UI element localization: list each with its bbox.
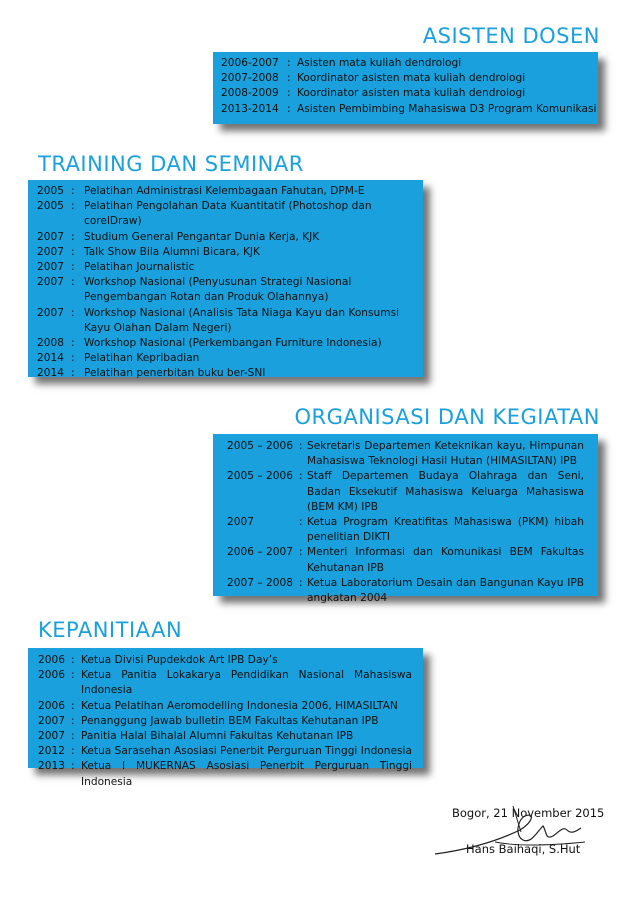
separator: : [71, 306, 75, 319]
separator: : [299, 546, 303, 559]
training-row [37, 230, 423, 245]
training-row [37, 336, 423, 351]
separator: : [71, 367, 75, 380]
asisten-dosen-box [213, 52, 598, 124]
separator: : [71, 714, 75, 727]
entry-text: Workshop Nasional (Analisis Tata Niaga Kayu dan Konsumsi Kayu Olahan Dalam Negeri) [84, 306, 400, 334]
entry-text: Ketua Panitia Lokakarya Pendidikan Nasional Mahasiswa Indonesia [81, 669, 412, 697]
signatory-name: Hans Baihaqi, S.Hut [466, 842, 581, 856]
separator: : [71, 200, 75, 213]
year-label: 2006 – 2007 [227, 546, 293, 559]
entry-text: Pelatihan Kepribadian [84, 352, 200, 365]
entry-text: Ketua I MUKERNAS Asosiasi Penerbit Perguruan Tinggi Indonesia [81, 760, 412, 788]
entry-text: Pelatihan Administrasi Kelembagaan Fahutan, DPM-E [84, 185, 365, 197]
training-row [37, 366, 423, 381]
year-label: 2007 [37, 261, 64, 274]
kepanitiaan-row [38, 744, 412, 759]
entry-text: Workshop Nasional (Penyusunan Strategi Nasional Pengembangan Rotan dan Produk Olahannya) [84, 276, 352, 304]
year-label: 2005 [37, 200, 64, 213]
training-row [37, 199, 423, 229]
year-label: 2014 [37, 367, 64, 380]
asisten-dosen-list [221, 56, 598, 117]
kepanitiaan-list [38, 653, 412, 790]
year-label: 2006 [38, 654, 65, 666]
separator: : [71, 654, 75, 666]
separator: : [71, 352, 75, 365]
year-label: 2007-2008 [221, 72, 279, 85]
separator: : [299, 470, 303, 483]
year-label: 2007 – 2008 [227, 576, 293, 589]
asisten_dosen-row [221, 102, 598, 117]
kepanitiaan-row [38, 714, 412, 729]
organisasi-row [227, 439, 584, 469]
year-label: 2006-2007 [221, 57, 279, 69]
entry-text: Asisten mata kuliah dendrologi [297, 57, 462, 69]
separator: : [71, 245, 75, 258]
separator: : [71, 337, 75, 350]
entry-text: Ketua Program Kreatifitas Mahasiswa (PKM) hibah penelitian DIKTI [307, 516, 584, 544]
year-label: 2005 – 2006 [227, 470, 293, 483]
training-row [37, 184, 423, 199]
kepanitiaan-row [38, 729, 412, 744]
year-label: 2006 [38, 669, 65, 682]
kepanitiaan-row [38, 668, 412, 698]
organisasi-heading: ORGANISASI DAN KEGIATAN [294, 405, 600, 429]
entry-text: Koordinator asisten mata kuliah dendrologi [297, 72, 526, 85]
training-row [37, 245, 423, 260]
training-row [37, 306, 423, 336]
training-box [28, 180, 423, 380]
separator: : [71, 669, 75, 682]
entry-text: Pelatihan Journalistic [84, 261, 195, 274]
organisasi-row [227, 545, 584, 575]
entry-text: Talk Show Bila Alumni Bicara, KJK [84, 245, 260, 258]
asisten_dosen-row [221, 86, 598, 101]
entry-text: Staff Departemen Budaya Olahraga dan Seni, Badan Eksekutif Mahasiswa Keluarga Mahasiswa (BEM KM) IPB [307, 470, 584, 513]
entry-text: Ketua Pelatihan Aeromodelling Indonesia 2006, HIMASILTAN [81, 699, 398, 712]
entry-text: Koordinator asisten mata kuliah dendrologi [297, 87, 526, 100]
kepanitiaan-heading: KEPANITIAAN [38, 618, 183, 642]
training-row [37, 275, 423, 305]
separator: : [287, 72, 291, 85]
training-row [37, 351, 423, 366]
entry-text: Pelatihan penerbitan buku ber-SNI [84, 367, 266, 380]
entry-text: Studium General Pengantar Dunia Kerja, KJK [84, 230, 320, 243]
organisasi-box [213, 434, 598, 605]
separator: : [287, 102, 291, 115]
year-label: 2013 [38, 760, 65, 773]
organisasi-row [227, 515, 584, 545]
year-label: 2007 [37, 230, 64, 243]
year-label: 2007 [38, 714, 65, 727]
separator: : [299, 516, 303, 529]
entry-text: Panitia Halal Bihalal Alumni Fakultas Kehutanan IPB [81, 730, 354, 743]
year-label: 2005 – 2006 [227, 440, 293, 452]
year-label: 2007 [227, 516, 254, 529]
entry-text: Sekretaris Departemen Keteknikan kayu, Himpunan Mahasiswa Teknologi Hasil Hutan (HIMASILTAN) IPB [307, 440, 584, 468]
asisten-dosen-heading: ASISTEN DOSEN [422, 24, 600, 48]
separator: : [71, 185, 75, 197]
year-label: 2013-2014 [221, 102, 279, 115]
year-label: 2006 [38, 699, 65, 712]
organisasi-list [227, 439, 584, 606]
entry-text: Ketua Laboratorium Desain dan Bangunan Kayu IPB angkatan 2004 [307, 576, 584, 605]
organisasi-row [227, 469, 584, 515]
separator: : [71, 760, 75, 773]
year-label: 2007 [37, 245, 64, 258]
separator: : [287, 57, 291, 69]
separator: : [287, 87, 291, 100]
entry-text: Asisten Pembimbing Mahasiswa D3 Program Komunikasi [297, 102, 597, 115]
year-label: 2005 [37, 185, 64, 197]
separator: : [71, 230, 75, 243]
entry-text: Pelatihan Pengolahan Data Kuantitatif (Photoshop dan corelDraw) [84, 200, 372, 228]
kepanitiaan-row [38, 759, 412, 789]
year-label: 2007 [37, 306, 64, 319]
kepanitiaan-row [38, 699, 412, 714]
asisten_dosen-row [221, 56, 598, 71]
training-row [37, 260, 423, 275]
entry-text: Penanggung Jawab bulletin BEM Fakultas Kehutanan IPB [81, 714, 379, 727]
year-label: 2008 [37, 337, 64, 350]
year-label: 2008-2009 [221, 87, 279, 100]
training-heading: TRAINING DAN SEMINAR [38, 152, 304, 176]
asisten_dosen-row [221, 71, 598, 86]
year-label: 2007 [38, 730, 65, 743]
separator: : [71, 730, 75, 743]
separator: : [71, 699, 75, 712]
entry-text: Ketua Divisi Pupdekdok Art IPB Day’s [81, 654, 278, 666]
year-label: 2014 [37, 352, 64, 365]
place-date: Bogor, 21 November 2015 [452, 806, 605, 820]
year-label: 2012 [38, 745, 65, 758]
separator: : [71, 745, 75, 758]
separator: : [299, 440, 303, 452]
kepanitiaan-row [38, 653, 412, 668]
entry-text: Ketua Sarasehan Asosiasi Penerbit Perguruan Tinggi Indonesia [81, 745, 412, 758]
separator: : [299, 576, 303, 589]
entry-text: Workshop Nasional (Perkembangan Furniture Indonesia) [84, 337, 382, 350]
kepanitiaan-box [28, 648, 423, 788]
separator: : [71, 276, 75, 289]
separator: : [71, 261, 75, 274]
training-list [37, 184, 423, 382]
organisasi-row [227, 576, 584, 606]
year-label: 2007 [37, 276, 64, 289]
entry-text: Menteri Informasi dan Komunikasi BEM Fakultas Kehutanan IPB [307, 546, 584, 574]
